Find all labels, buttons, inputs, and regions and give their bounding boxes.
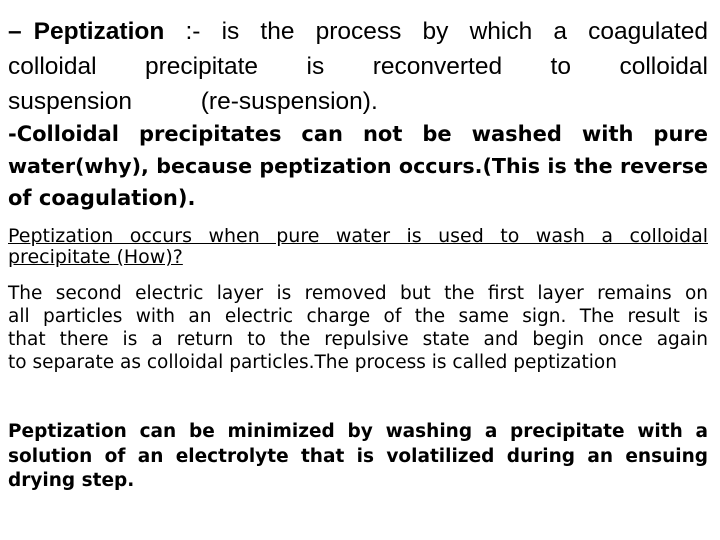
washing-note-line-2: water(why), because peptization occurs.(This is the reverse	[8, 154, 708, 178]
explanation-line-3: that there is a return to the repulsive state and begin once again	[8, 329, 708, 350]
dash-bullet: –	[8, 18, 22, 45]
peptization-question	[8, 224, 708, 267]
explanation-line-2: all particles with an electric charge of the same sign. The result is	[8, 306, 708, 327]
peptization-minimization	[8, 420, 708, 494]
peptization-explanation	[8, 282, 708, 374]
explanation-line-1: The second electric layer is removed but the first layer remains on	[8, 283, 708, 304]
minimization-line-2: solution of an electrolyte that is volatilized during an ensuing	[8, 445, 708, 467]
question-line-1: Peptization occurs when pure water is used to wash a colloidal	[8, 225, 708, 247]
washing-note	[8, 118, 708, 214]
definition-line-1-rest: :- is the process by which a coagulated	[185, 18, 709, 45]
explanation-line-4: to separate as colloidal particles.The process is called peptization	[8, 352, 617, 373]
minimization-line-3: drying step.	[8, 470, 135, 491]
peptization-definition	[8, 14, 708, 119]
washing-note-line-1: -Colloidal precipitates can not be washed with pure	[8, 122, 708, 146]
question-line-2: precipitate (How)?	[8, 246, 183, 268]
definition-line-3	[8, 84, 708, 119]
washing-note-line-3: of coagulation).	[8, 186, 196, 210]
definition-line-2: colloidal precipitate is reconverted to colloidal	[8, 53, 708, 80]
definition-line-3-text: suspension (re-suspension).	[8, 88, 378, 115]
minimization-line-1: Peptization can be minimized by washing a precipitate with a	[8, 421, 708, 442]
definition-line-1	[8, 14, 708, 49]
definition-term: Peptization	[33, 18, 165, 45]
